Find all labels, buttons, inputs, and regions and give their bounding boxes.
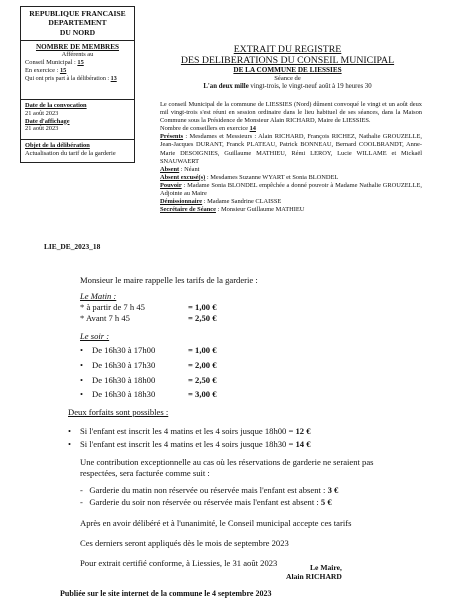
soir-price: = 2,00 € bbox=[188, 360, 217, 370]
commune-title: DE LA COMMUNE DE LIESSIES bbox=[233, 66, 342, 74]
forfait-item: • Si l'enfant est inscrit les 4 matins et les 4 soirs jusque 18h30 = 14 € bbox=[80, 439, 311, 450]
forfaits-label: Deux forfaits sont possibles : bbox=[68, 407, 169, 417]
body-intro: Monsieur le maire rappelle les tarifs de la garderie : bbox=[80, 275, 258, 285]
publication-notice: Publiée sur le site internet de la commune le 4 septembre 2023 bbox=[60, 589, 272, 598]
forfait-item: • Si l'enfant est inscrit les 4 matins et les 4 soirs jusque 18h00 = 12 € bbox=[80, 426, 311, 437]
soir-price: = 1,00 € bbox=[188, 345, 217, 355]
afferents-label: Afférents au bbox=[61, 51, 94, 58]
title-line-1: EXTRAIT DU REGISTRE bbox=[233, 44, 342, 55]
objet-section bbox=[21, 140, 134, 162]
deliberation-reference: LIE_DE_2023_18 bbox=[44, 242, 101, 251]
matin-label: Le Matin : bbox=[80, 291, 117, 301]
contribution-line-2: respectées, sera facturée comme suit : bbox=[80, 468, 210, 478]
members-title: NOMBRE DE MEMBRES bbox=[35, 43, 120, 51]
pouvoir-line: Pouvoir : Madame Sonia BLONDEL empêchée a donné pouvoir à Madame Nathalie GROUZELLE, Adjointe au Maire bbox=[160, 181, 422, 198]
document-header bbox=[155, 44, 420, 92]
convocation-label: Date de la convocation bbox=[25, 102, 87, 109]
left-info-panel bbox=[20, 6, 135, 163]
soir-item: • De 16h30 à 17h30 bbox=[92, 360, 155, 371]
contribution-line-1: Une contribution exceptionnelle au cas où les réservations de garderie ne seraient pas bbox=[80, 457, 374, 467]
secretaire-line: Secrétaire de Séance : Monsieur Guillaume MATHIEU bbox=[160, 206, 305, 214]
soir-item: • De 16h30 à 18h30 bbox=[92, 389, 155, 400]
penalty-item: - Garderie du soir non réservée ou réservée mais l'enfant est absent : 5 € bbox=[80, 497, 332, 507]
signature-title: Le Maire, bbox=[309, 563, 342, 572]
decision-line: Après en avoir délibéré et à l'unanimité, le Conseil municipal accepte ces tarifs bbox=[80, 518, 352, 528]
soir-item: • De 16h30 à 18h00 bbox=[92, 375, 155, 386]
republic-line: REPUBLIQUE FRANCAISE bbox=[29, 9, 126, 18]
deliberation-count: Qui ont pris part à la délibération : 13 bbox=[25, 76, 117, 82]
department-line: DEPARTEMENT bbox=[48, 18, 107, 28]
seance-label: Séance de bbox=[274, 75, 301, 82]
soir-price: = 3,00 € bbox=[188, 389, 217, 399]
absent-line: Absent : Néant bbox=[160, 165, 200, 173]
nombre-line: Nombre de conseillers en exercice 14 bbox=[160, 125, 256, 133]
matin-item: * Avant 7 h 45 bbox=[80, 313, 130, 323]
matin-item: * à partir de 7 h 45 bbox=[80, 302, 145, 312]
matin-price: = 2,50 € bbox=[188, 313, 217, 323]
republic-header bbox=[21, 7, 134, 41]
members-section bbox=[21, 41, 134, 100]
soir-price: = 2,50 € bbox=[188, 375, 217, 385]
region-line: DU NORD bbox=[59, 27, 96, 37]
signature-block bbox=[286, 563, 342, 581]
session-intro bbox=[160, 101, 422, 214]
matin-price: = 1,00 € bbox=[188, 302, 217, 312]
conseil-value: 15 bbox=[77, 59, 84, 66]
objet-value: Actualisation du tarif de la garderie bbox=[25, 149, 116, 157]
absent-excuses-line: Absent excusé(s) : Mesdames Suzanne WYART et Sonia BLONDEL bbox=[160, 173, 339, 181]
certifie-line: Pour extrait certifié conforme, à Liessies, le 31 août 2023 bbox=[80, 558, 278, 568]
seance-date: L'an deux mille vingt-trois, le vingt-neuf août à 19 heures 30 bbox=[203, 83, 372, 90]
signature-name: Alain RICHARD bbox=[286, 572, 342, 581]
penalty-item: - Garderie du matin non réservée ou réservée mais l'enfant est absent : 3 € bbox=[80, 485, 339, 495]
demissionnaire-line: Démissionnaire : Madame Sandrine CLAISSE bbox=[160, 198, 282, 206]
objet-label: Objet de la délibération bbox=[25, 142, 90, 149]
convocation-date: 21 août 2023 bbox=[25, 109, 59, 117]
exercice-count: En exercice : 15 bbox=[25, 67, 67, 74]
affichage-label: Date d'affichage bbox=[25, 117, 70, 125]
conseil-count: Conseil Municipal : 15 bbox=[25, 59, 84, 66]
title-line-2: DES DELIBERATIONS DU CONSEIL MUNICIPAL bbox=[180, 55, 395, 66]
exercice-value: 15 bbox=[59, 67, 67, 74]
soir-label: Le soir : bbox=[80, 331, 110, 341]
intro-paragraph: Le conseil Municipal de la commune de LIESSIES (Nord) dûment convoqué le vingt et un août deux mil vingt-trois s'est réuni en session ordinaire dans le lieu habituel de ses séances, dans la Maison Commune sous la Présidence de Monsieur Alain RICHARD, Maire de LIESSIES. bbox=[160, 101, 422, 125]
presents-line: Présents : Mesdames et Messieurs : Alain RICHARD, François RICHEZ, Nathalie GROUZELLE, Jean-Jacques DURANT, Franck PLATEAU, Patrick BONNEAU, Bernard COOLBRANDT, Anne-Marie DESOIGNIES, Guillaume MATHIEU, Rémi LEROY, Lucie WILLAME et Mickaël SNAUWAERT bbox=[160, 133, 422, 165]
deliberation-value: 13 bbox=[110, 76, 117, 82]
soir-item: • De 16h30 à 17h00 bbox=[92, 345, 155, 356]
affichage-date: 21 août 2023 bbox=[25, 125, 59, 133]
application-line: Ces derniers seront appliqués dès le mois de septembre 2023 bbox=[80, 538, 289, 548]
dates-section bbox=[21, 100, 134, 140]
